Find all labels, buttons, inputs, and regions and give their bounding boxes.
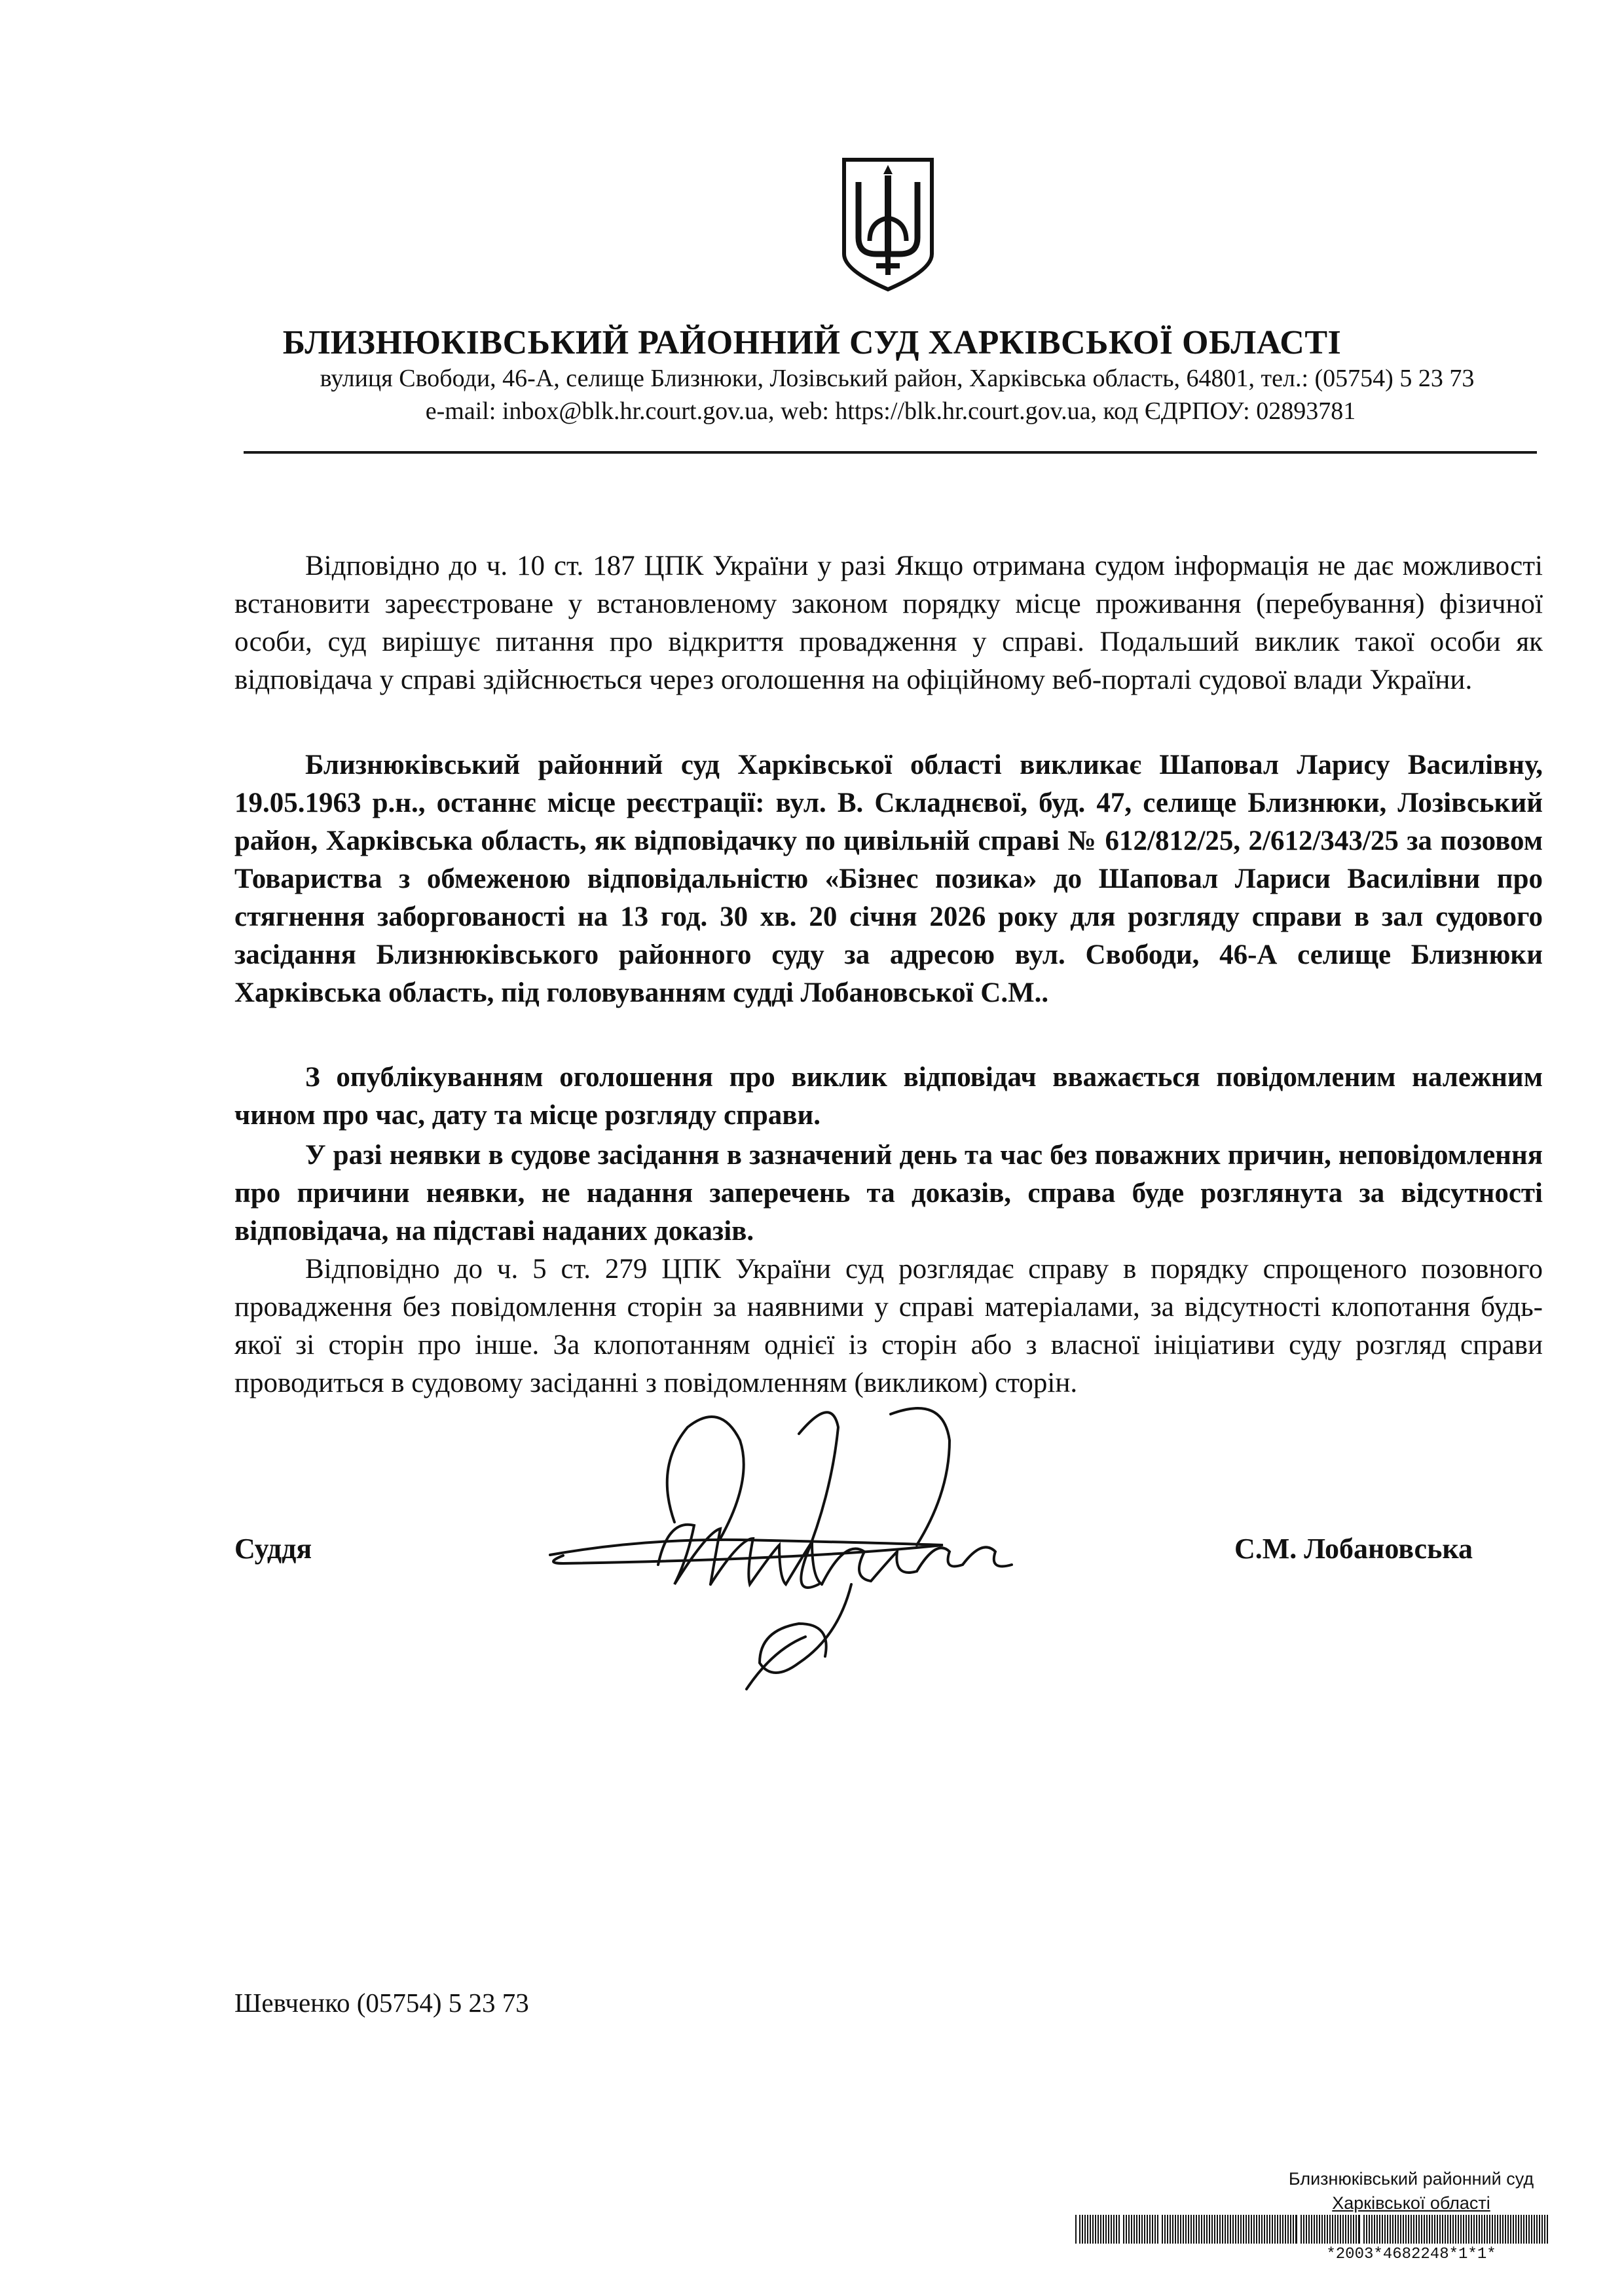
paragraph-2-text: Близнюківський районний суд Харківської області викликає Шаповал Ларису Василівну, 19.05.1963 р.н., останнє місце реєстрації: вул. В. Складнєвої, буд. 47, селище Близнюки, Лозівський район, Харківська область, як відповідачку по цивільній справі № 612/812/25, 2/612/343/25 за позовом Товариства з обмеженою відповідальністю «Бізнес позика» до Шаповал Лариси Василівни про стягнення заборгованості на 13 год. 30 хв. 20 січня 2026 року для розгляду справи в зал судового засідання Близнюківського районного суду за адресою вул. Свободи, 46-А селище Близнюки Харківська область, під головуванням судді Лобановської С.М.. <box>234 750 1543 1008</box>
paragraph-summons <box>234 746 1543 1012</box>
paragraph-procedure <box>234 1250 1543 1402</box>
header-divider <box>244 451 1537 454</box>
court-name-heading: БЛИЗНЮКІВСЬКИЙ РАЙОННИЙ СУД ХАРКІВСЬКОЇ ОБЛАСТІ <box>282 324 1342 361</box>
registry-stamp-line-1: Близнюківський районний суд <box>1288 2169 1534 2189</box>
paragraph-absence <box>234 1137 1543 1250</box>
paragraph-3-text: З опублікуванням оголошення про виклик відповідач вважається повідомленим належним чином про час, дату та місце розгляду справи. <box>234 1062 1543 1131</box>
barcode-number: *2003*4682248*1*1* <box>1326 2246 1496 2263</box>
paragraph-1-text: Відповідно до ч. 10 ст. 187 ЦПК України у разі Якщо отримана судом інформація не дає можливості встановити зареєстроване у встановленому законом порядку місце проживання (перебування) фізичної особи, суд вирішує питання про відкриття провадження у справі. Подальший виклик такої особи як відповідача у справі здійснюється через оголошення на офіційному веб-порталі судової влади України. <box>234 551 1543 695</box>
executor-contact: Шевченко (05754) 5 23 73 <box>234 1988 529 2018</box>
handwritten-signature-icon <box>524 1388 1113 1709</box>
paragraph-5-text: Відповідно до ч. 5 ст. 279 ЦПК України суд розглядає справу в порядку спрощеного позовного провадження без повідомлення сторін за наявними у справі матеріалами, за відсутності клопотання будь-якої зі сторін про інше. За клопотанням однієї із сторін або з власної ініціативи суду розгляд справи проводиться в судовому засіданні з повідомленням (викликом) сторін. <box>234 1254 1543 1398</box>
court-address: вулиця Свободи, 46-А, селище Близнюки, Лозівський район, Харківська область, 64801, тел.: (05754) 5 23 73 <box>320 365 1475 392</box>
paragraph-4-text: У разі неявки в судове засідання в зазначений день та час без поважних причин, неповідомлення про причини неявки, не надання заперечень та доказів, справа буде розглянута за відсутності відповідача, на підставі наданих доказів. <box>234 1140 1543 1247</box>
coat-of-arms-icon <box>840 156 936 293</box>
judge-title: Суддя <box>234 1533 312 1565</box>
paragraph-notice <box>234 1059 1543 1135</box>
judge-name: С.М. Лобановська <box>1234 1533 1473 1565</box>
registry-stamp-line-2: Харківської області <box>1332 2193 1490 2213</box>
paragraph-legal-basis <box>234 547 1543 699</box>
court-contacts: e-mail: inbox@blk.hr.court.gov.ua, web: https://blk.hr.court.gov.ua, код ЄДРПОУ: 02893781 <box>425 397 1356 425</box>
